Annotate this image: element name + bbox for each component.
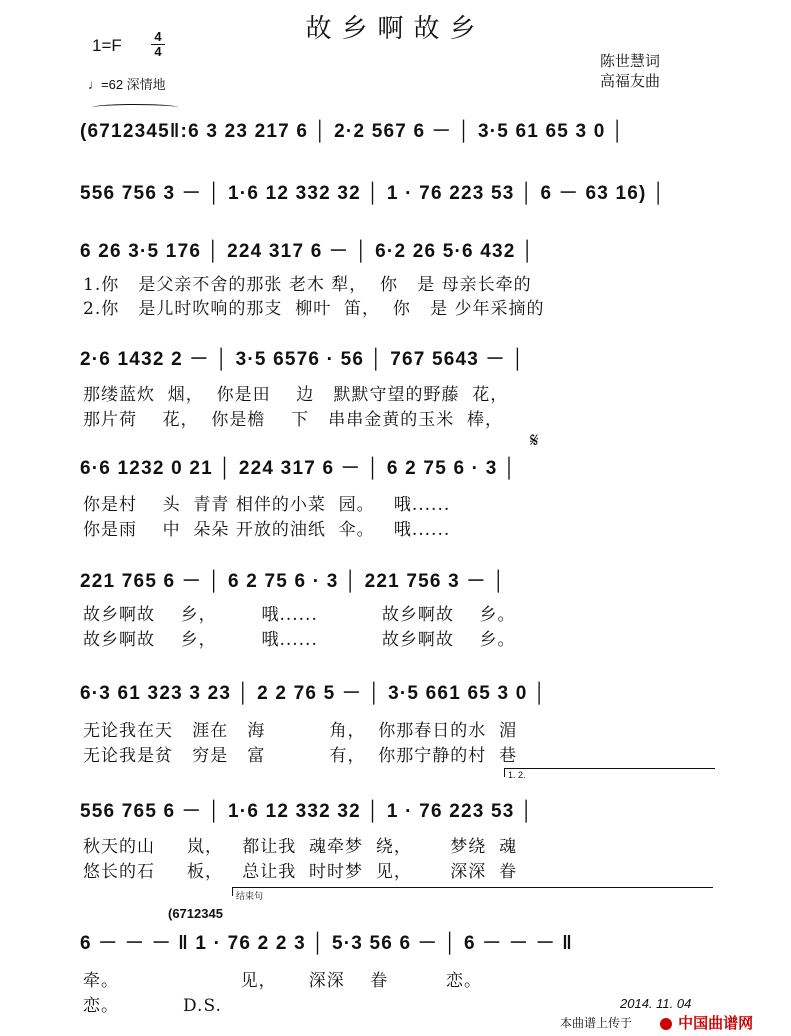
key-signature: 1=F [92,36,122,55]
lyric-verse-2-line-5: 你是雨 中 朵朵 开放的油纸 伞。 哦...... [83,520,451,540]
site-name: 中国曲谱网 [678,1015,754,1032]
notation-line-4: 2·6 1432 2 － │ 3·5 6576 · 56 │ 767 5643 － │ [80,349,526,370]
lyric-verse-1-line-4: 那缕蓝炊 烟， 你是田 边 默默守望的野藤 花， [83,385,509,405]
song-title: 故乡啊故乡 [305,14,486,44]
lyric-verse-2-line-3: 2.你 是儿时吹响的那支 柳叶 笛， 你 是 少年采摘的 [83,299,545,319]
composer-credit: 高福友曲 [600,72,661,90]
logo-mark-icon [660,1018,672,1030]
lyric-verse-1-line-3: 1.你 是父亲不舍的那张 老木 犁， 你 是 母亲长牵的 [83,275,532,295]
lyric-verse-1-line-5: 你是村 头 青青 相伴的小菜 园。 哦...... [83,495,451,515]
lyric-verse-2-line-9: 恋。 D.S. [83,996,222,1016]
lyric-verse-2-line-4: 那片荷 花， 你是檐 下 串串金黄的玉米 棒， [83,410,504,430]
notation-line-9: 6 － － － ‖ 1 · 76 2 2 3 │ 5·3 56 6 － │ 6 － － － ‖ [80,933,573,954]
time-signature-top: 4 [154,29,162,44]
intro-reprise: (6712345 [168,906,223,921]
upload-date: 2014. 11. 04 [620,996,692,1011]
time-signature-bottom: 4 [154,44,162,59]
tempo-marking: ♩=62 深情地 [88,77,166,92]
notation-line-5: 6·6 1232 0 21 │ 224 317 6 － │ 6 2 75 6 · 3 │ [80,458,518,479]
lyric-verse-1-line-6: 故乡啊故 乡， 哦...... 故乡啊故 乡。 [83,605,516,625]
lyric-verse-2-line-7: 无论我是贫 穷是 富 有， 你那宁静的村 巷 [83,746,518,766]
slur [92,104,178,111]
ending-label: 结束句 [236,891,264,901]
segno-sign: 𝄋 [530,428,539,452]
lyric-verse-2-line-8: 悠长的石 板， 总让我 时时梦 见， 深深 眷 [83,862,518,882]
upload-text: 本曲谱上传于 [560,1016,633,1030]
notation-line-8: 556 765 6 － │ 1·6 12 332 32 │ 1 · 76 223 53 │ [80,801,535,822]
notation-line-2: 556 756 3 － │ 1·6 12 332 32 │ 1 · 76 223 53 │ 6 － 63 16) │ [80,183,667,204]
lyricist-credit: 陈世慧词 [600,52,661,70]
volta-label: 1. 2. [508,770,526,780]
lyric-verse-2-line-6: 故乡啊故 乡， 哦...... 故乡啊故 乡。 [83,630,516,650]
site-logo[interactable] [660,1012,753,1033]
lyric-verse-1-line-8: 秋天的山 岚， 都让我 魂牵梦 绕， 梦绕 魂 [83,837,518,857]
lyric-verse-1-line-9: 牵。 见， 深深 眷 恋。 [83,971,482,991]
notation-line-3: 6 26 3·5 176 │ 224 317 6 － │ 6·2 26 5·6 432 │ [80,241,536,262]
ending-bracket [232,887,713,896]
lyric-verse-1-line-7: 无论我在天 涯在 海 角， 你那春日的水 湄 [83,721,518,741]
notation-line-1: (6712345‖:6 3 23 217 6 │ 2·2 567 6 － │ 3·5 61 65 3 0 │ [80,121,626,142]
volta-bracket [504,768,715,777]
notation-line-6: 221 765 6 － │ 6 2 75 6 · 3 │ 221 756 3 － │ [80,571,507,592]
notation-line-7: 6·3 61 323 3 23 │ 2 2 76 5 － │ 3·5 661 65 3 0 │ [80,683,548,704]
time-signature [151,30,165,59]
